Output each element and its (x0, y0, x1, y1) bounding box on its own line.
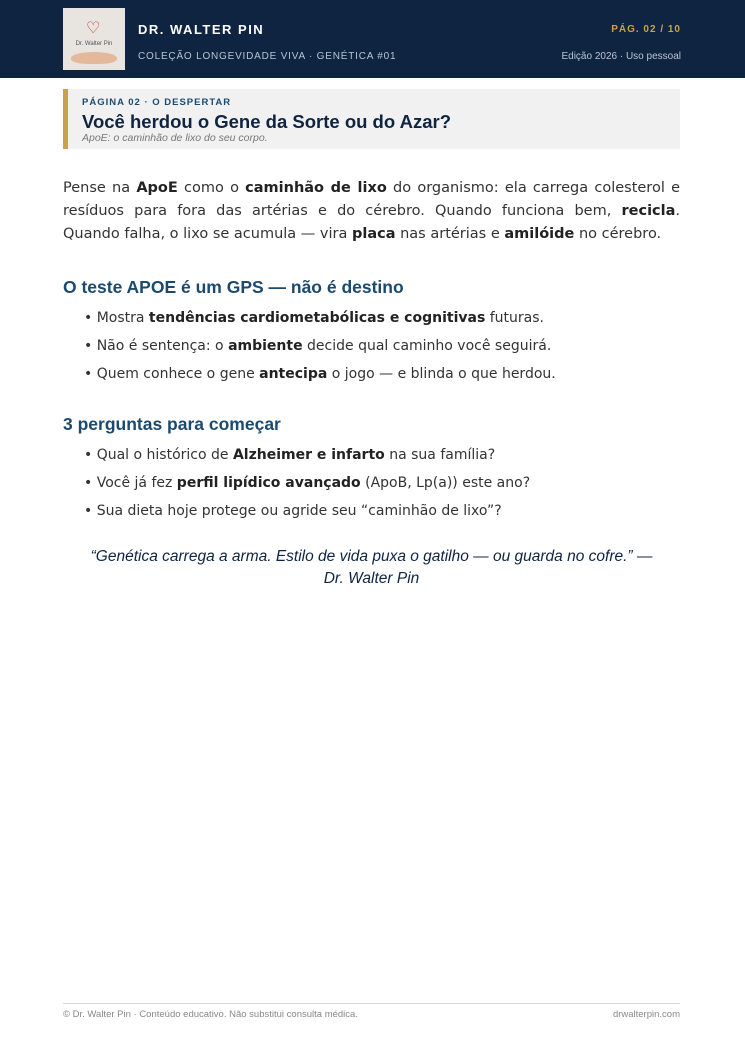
quote-author: Dr. Walter Pin (323, 570, 420, 587)
intro-bold: ApoE (136, 180, 178, 196)
intro-bold: placa (351, 226, 396, 242)
list-item-text: • Quem conhece o gene (84, 366, 260, 382)
intro-bold: amilóide (504, 226, 575, 242)
heart-icon: ♡ (86, 18, 101, 37)
closing-quote (63, 546, 680, 590)
list-item-bold: Alzheimer e infarto (232, 447, 385, 463)
list-item (84, 364, 556, 392)
section-title-questions: 3 perguntas para começar (63, 414, 281, 434)
section-title-apoe-test: O teste APOE é um GPS — não é destino (63, 277, 404, 297)
intro-text: como o (177, 180, 246, 196)
list-item-bold: antecipa (259, 366, 328, 382)
edition-label: Edição 2026 · Uso pessoal (561, 51, 681, 62)
collection-label: COLEÇÃO LONGEVIDADE VIVA · GENÉTICA #01 (138, 51, 397, 62)
list-item-text: futuras. (485, 310, 544, 326)
footer-website: drwalterpin.com (612, 1009, 680, 1020)
author-name: DR. WALTER PIN (138, 22, 265, 37)
footer-divider (63, 1003, 680, 1004)
title-banner (63, 89, 680, 149)
list-item (84, 336, 556, 364)
list-item-bold: ambiente (228, 338, 303, 354)
list-item-text: • Qual o histórico de (84, 447, 233, 463)
list-item-text: • Você já fez (84, 475, 177, 491)
intro-paragraph (63, 177, 680, 246)
list-item-text: o jogo — e blinda o que herdou. (327, 366, 556, 382)
intro-text: nas artérias e (395, 226, 505, 242)
quote-text: “Genética carrega a arma. Estilo de vida puxa o gatilho — ou guarda no cofre.” — (90, 548, 653, 565)
hand-icon (71, 52, 117, 64)
list-item (84, 473, 530, 501)
list-item (84, 308, 556, 336)
list-item-text: na sua família? (384, 447, 496, 463)
intro-text: no cérebro. (574, 226, 662, 242)
page-indicator: PÁG. 02 / 10 (611, 24, 681, 35)
list-item (84, 445, 530, 473)
footer-disclaimer: © Dr. Walter Pin · Conteúdo educativo. Não substitui consulta médica. (63, 1009, 358, 1020)
intro-bold: recicla (621, 203, 676, 219)
list-item-bold: perfil lipídico avançado (176, 475, 361, 491)
intro-text: Pense na (63, 180, 137, 196)
list-item-text: decide qual caminho você seguirá. (302, 338, 552, 354)
list-item-text: • Mostra (84, 310, 149, 326)
list-item-text: • Não é sentença: o (84, 338, 229, 354)
list-item-text: • Sua dieta hoje protege ou agride seu “caminhão de lixo”? (84, 503, 502, 519)
questions-list (84, 445, 530, 529)
logo-text: Dr. Walter Pin (75, 41, 113, 47)
intro-text: . Quando falha, o lixo se acumula — vira (63, 203, 680, 242)
apoe-test-list (84, 308, 556, 392)
page-header (0, 0, 745, 78)
intro-text: do organismo: ela carrega colesterol e resíduos para fora das artérias e do cérebro. Quando funciona bem, (63, 180, 680, 219)
page-subtitle: ApoE: o caminhão de lixo do seu corpo. (82, 132, 268, 144)
page-title: Você herdou o Gene da Sorte ou do Azar? (82, 111, 452, 132)
intro-bold: caminhão de lixo (245, 180, 387, 196)
list-item (84, 501, 530, 529)
list-item-text: (ApoB, Lp(a)) este ano? (360, 475, 531, 491)
list-item-bold: tendências cardiometabólicas e cognitivas (148, 310, 486, 326)
doctor-logo (63, 8, 125, 70)
banner-kicker: PÁGINA 02 · O DESPERTAR (82, 97, 232, 108)
